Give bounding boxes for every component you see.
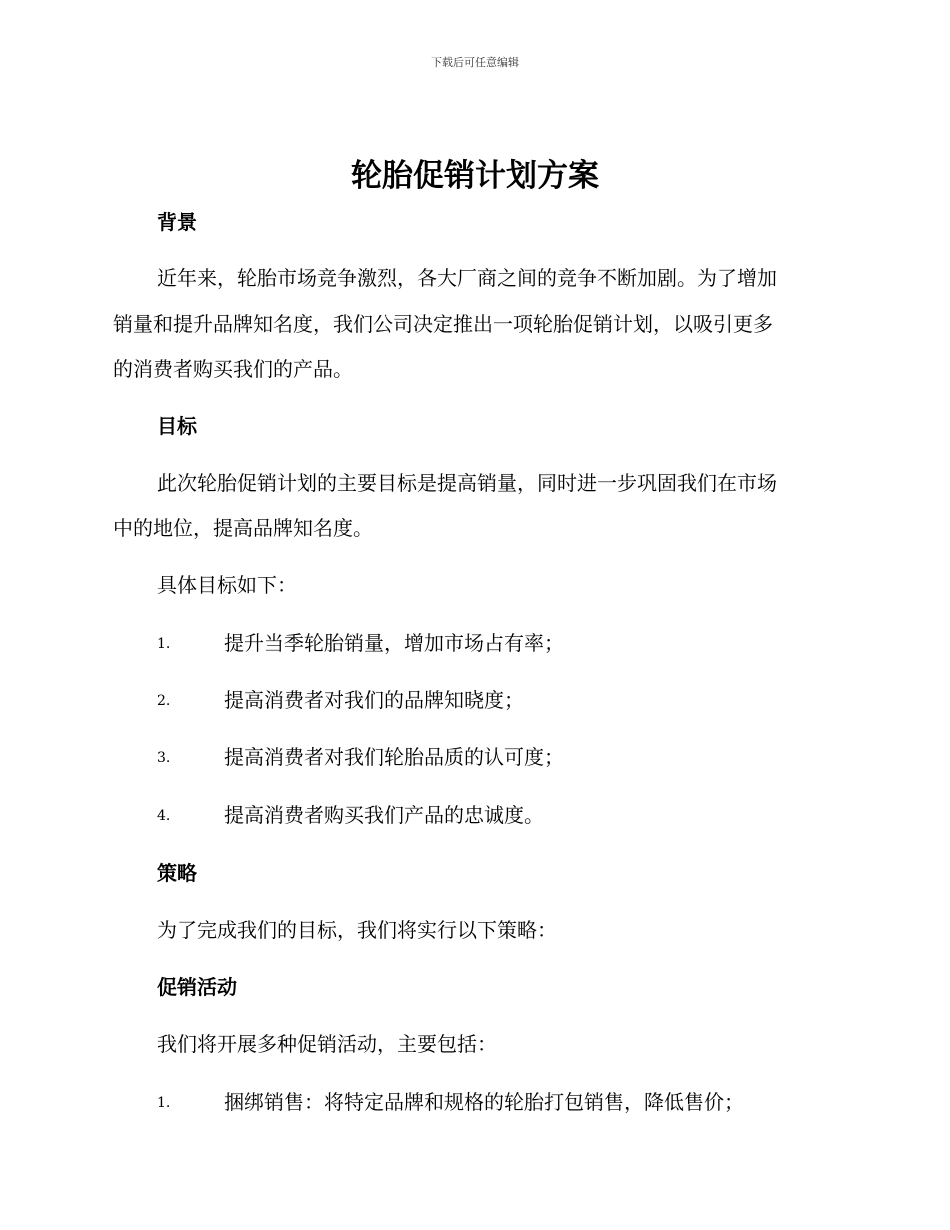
list-item-number: 4. xyxy=(157,808,171,824)
section-heading-strategy: 策略 xyxy=(157,861,197,885)
list-item-text: 提升当季轮胎销量，增加市场占有率； xyxy=(224,631,564,655)
paragraph-line: 此次轮胎促销计划的主要目标是提高销量，同时进一步巩固我们在市场 xyxy=(157,471,777,495)
list-item-number: 1. xyxy=(157,1095,171,1111)
paragraph-line: 销量和提升品牌知名度，我们公司决定推出一项轮胎促销计划，以吸引更多 xyxy=(113,312,773,336)
section-heading-goal: 目标 xyxy=(157,414,197,438)
list-item-text: 捆绑销售：将特定品牌和规格的轮胎打包销售，降低售价； xyxy=(224,1090,744,1114)
list-intro: 我们将开展多种促销活动，主要包括： xyxy=(157,1032,497,1056)
section-heading-background: 背景 xyxy=(157,210,197,234)
header-note: 下载后可任意编辑 xyxy=(431,56,519,69)
paragraph-line: 为了完成我们的目标，我们将实行以下策略： xyxy=(157,918,557,942)
list-item-text: 提高消费者购买我们产品的忠诚度。 xyxy=(224,803,544,827)
list-item-text: 提高消费者对我们的品牌知晓度； xyxy=(224,688,524,712)
paragraph-line: 近年来，轮胎市场竞争激烈，各大厂商之间的竞争不断加剧。为了增加 xyxy=(157,266,777,290)
list-item-number: 2. xyxy=(157,693,171,709)
paragraph-line: 的消费者购买我们的产品。 xyxy=(113,357,353,381)
section-heading-promotion: 促销活动 xyxy=(157,975,237,999)
list-intro: 具体目标如下： xyxy=(157,573,297,597)
list-item-number: 1. xyxy=(157,636,171,652)
list-item-text: 提高消费者对我们轮胎品质的认可度； xyxy=(224,745,564,769)
list-item-number: 3. xyxy=(157,750,171,766)
paragraph-line: 中的地位，提高品牌知名度。 xyxy=(113,516,373,540)
page-title: 轮胎促销计划方案 xyxy=(351,158,599,194)
